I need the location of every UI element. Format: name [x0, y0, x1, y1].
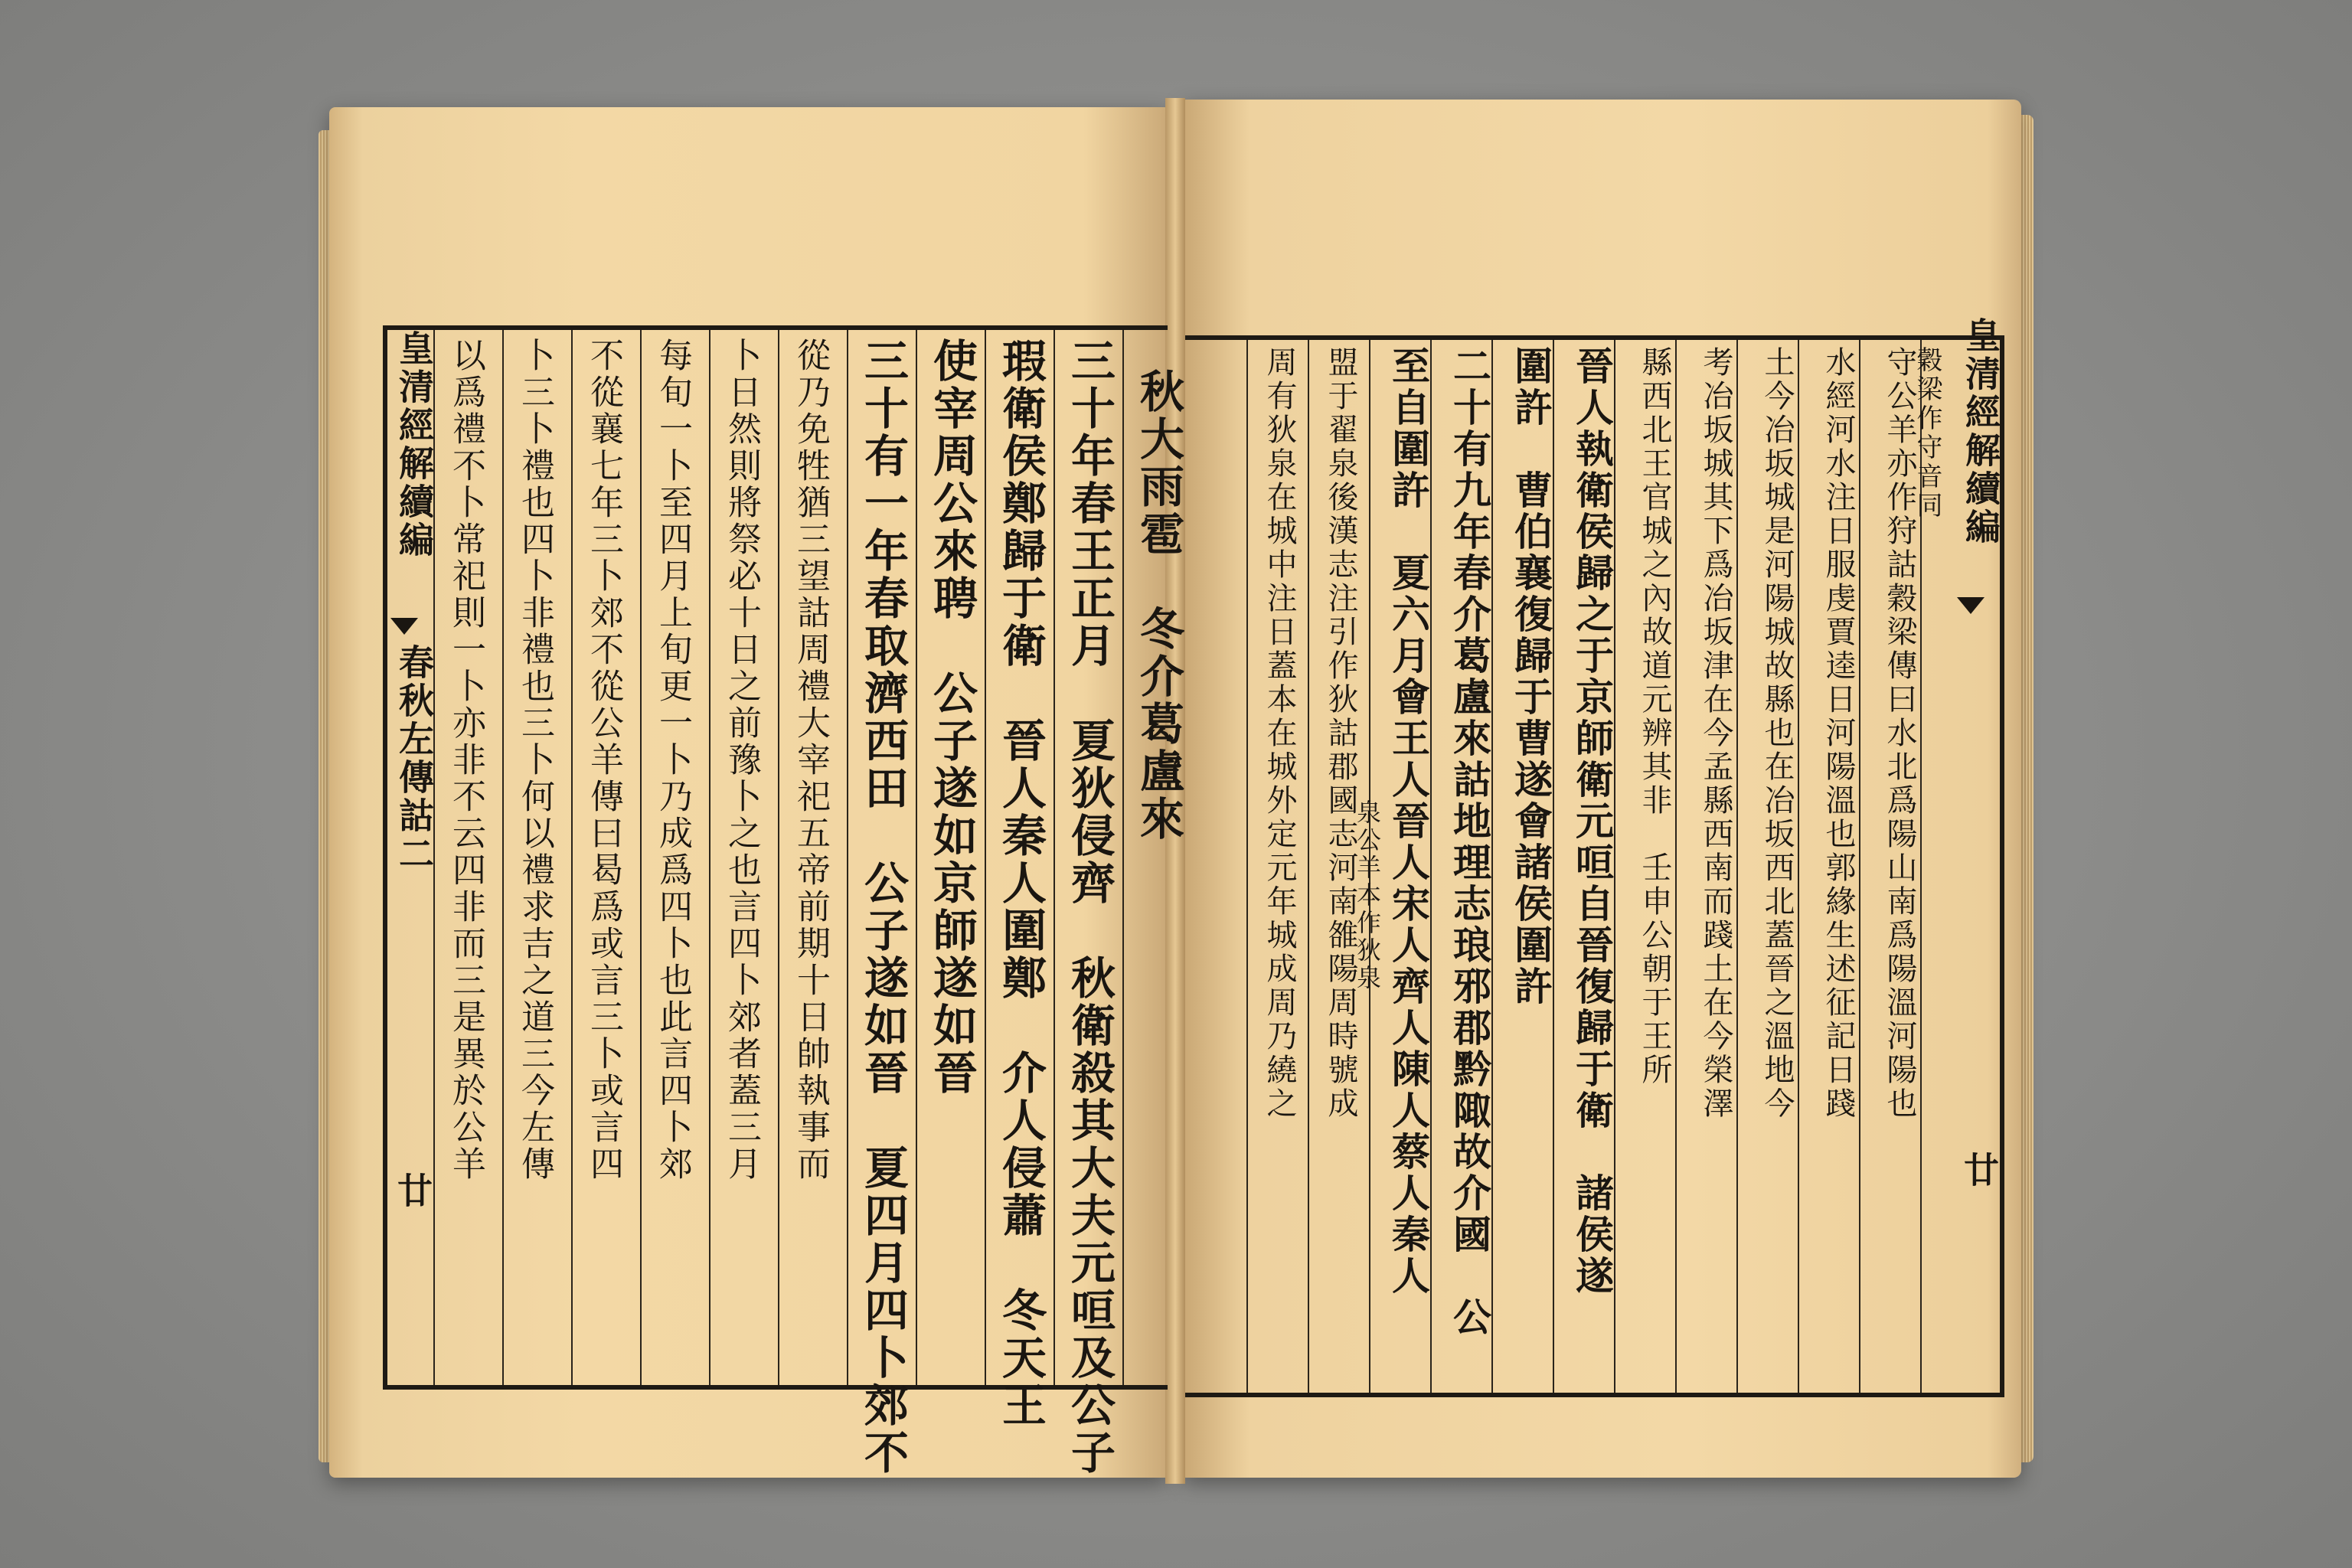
column-rule [502, 330, 504, 1385]
left-banner-title: 皇清經解續編 [394, 330, 435, 560]
right-col-2: 水經河水注日服虔賈逵日河陽溫也郭緣生述征記日踐 [1821, 346, 1856, 1121]
left-col-7: 卜日然則將祭必十日之前豫卜之也言四卜郊者蓋三月 [722, 338, 761, 1183]
left-col-8: 每旬一卜至四月上旬更一卜乃成爲四卜也此言四卜郊 [653, 338, 692, 1183]
right-banner-title: 皇清經解續編 [1960, 317, 2001, 547]
right-col-11: 周有狄泉在城中注日蓋本在城外定元年城成周乃繞之 [1262, 346, 1297, 1121]
right-col-7: 圍許 曹伯襄復歸于曹遂會諸侯圍許 [1508, 346, 1553, 1008]
column-rule [847, 330, 848, 1385]
left-text-frame [383, 325, 1184, 1477]
left-col-4: 使宰周公來聘 公子遂如京師遂如晉 [926, 338, 978, 1097]
column-rule [1246, 340, 1248, 1393]
column-rule [640, 330, 642, 1385]
right-col-1: 守公羊亦作狩詁穀梁傳曰水北爲陽山南爲陽溫河陽也 [1882, 346, 1917, 1121]
column-rule [709, 330, 710, 1385]
column-rule [1308, 340, 1309, 1393]
left-col-3: 瑕衛侯鄭歸于衛 晉人秦人圍鄭 介人侵蕭 冬天王 [995, 338, 1047, 1429]
left-col-5: 三十有一年春取濟西田 公子遂如晉 夏四月四卜郊不 [857, 338, 909, 1477]
column-rule [985, 330, 986, 1385]
right-text-frame [1185, 317, 2004, 1397]
fishtail-mark [1957, 597, 1984, 614]
column-rule [778, 330, 779, 1385]
left-col-1: 秋大雨雹 冬介葛盧來 [1132, 368, 1184, 843]
left-col-2: 三十年春王正月 夏狄侵齊 秋衛殺其大夫元咺及公子 [1063, 338, 1116, 1477]
column-rule [1122, 330, 1124, 1385]
right-col-5: 縣西北王官城之內故道元辨其非 壬申公朝于王所 [1637, 346, 1672, 1087]
left-col-9: 不從襄七年三卜郊不從公羊傳曰曷爲或言三卜或言四 [584, 338, 623, 1183]
right-banner [1951, 317, 2001, 1393]
right-page-number: 廿 [1958, 1152, 2000, 1190]
column-rule [1054, 330, 1055, 1385]
right-col-1b: 穀梁作守音同 [1912, 346, 1942, 521]
right-col-8: 二十有九年春介葛盧來詁地理志琅邪郡黔陬故介國 公 [1447, 346, 1492, 1338]
left-col-10: 卜三卜禮也四卜非禮也三卜何以禮求吉之道三今左傳 [515, 338, 554, 1183]
right-col-10b: 泉公羊本作狄泉 [1353, 799, 1382, 992]
right-col-4: 考冶坂城其下爲冶坂津在今孟縣西南而踐土在今榮澤 [1698, 346, 1733, 1121]
right-col-6: 晉人執衛侯歸之于京師衛元咺自晉復歸于衛 諸侯遂 [1570, 346, 1615, 1297]
right-col-10: 盟于翟泉後漢志注引作狄詁郡國志河南雒陽周時號成 [1323, 346, 1358, 1121]
column-rule [916, 330, 917, 1385]
left-banner-subtitle: 春秋左傳詁二 [394, 644, 435, 874]
left-banner [384, 330, 433, 1385]
left-col-11: 以爲禮不卜常祀則一卜亦非不云四非而三是異於公羊 [446, 338, 485, 1183]
column-rule [571, 330, 573, 1385]
fishtail-mark [390, 618, 418, 635]
right-col-3: 土今冶坂城是河陽城故縣也在冶坂西北蓋晉之溫地今 [1759, 346, 1795, 1121]
right-col-9: 至自圍許 夏六月會王人晉人宋人齊人陳人蔡人秦人 [1386, 346, 1431, 1297]
left-page-number: 廿 [392, 1172, 433, 1210]
left-col-6: 從乃免牲猶三望詁周禮大宰祀五帝前期十日帥執事而 [791, 338, 830, 1183]
